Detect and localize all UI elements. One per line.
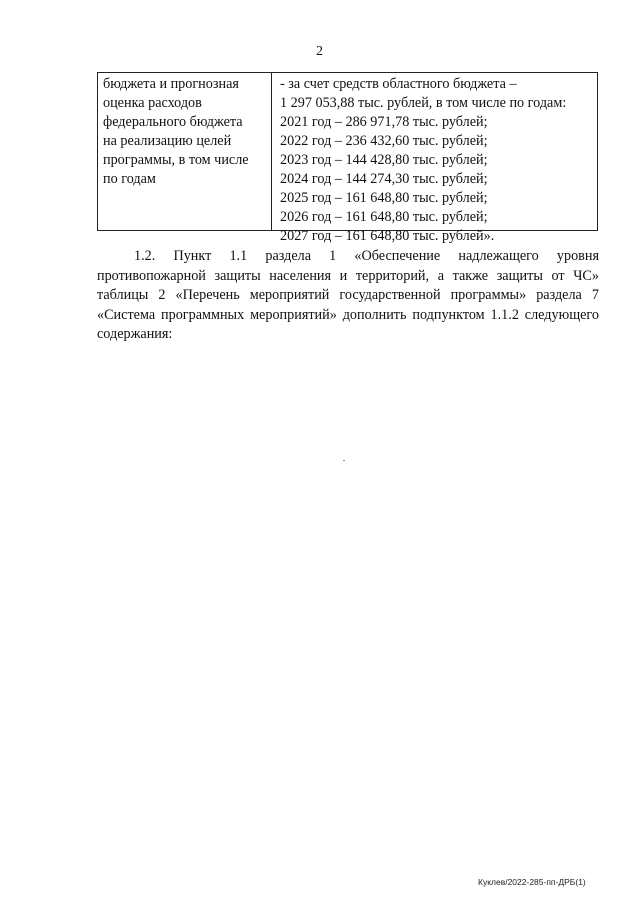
budget-total-amount: 1 297 053,88 тыс. рублей, в том числе по годам: [280,95,567,111]
paragraph-line: таблицы 2 «Перечень мероприятий государственной программы» раздела 7 [97,287,599,303]
amendment-paragraph [97,247,599,345]
page-number: 2 [316,44,323,59]
paragraph-line: содержания: [97,326,173,342]
table-label-line: на реализацию целей [103,133,232,149]
table-label-line: федерального бюджета [103,114,243,130]
budget-year-2023: 2023 год – 144 428,80 тыс. рублей; [280,152,488,168]
budget-year-2026: 2026 год – 161 648,80 тыс. рублей; [280,209,488,225]
table-label-line: по годам [103,171,156,187]
table-label-line: оценка расходов [103,95,202,111]
table-cell-values [272,73,597,244]
table-label-line: программы, в том числе [103,152,249,168]
budget-table [97,72,598,244]
document-code: Куклев/2022-285-пп-ДРБ(1) [478,877,586,887]
paragraph-line: «Система программных мероприятий» дополнить подпунктом 1.1.2 следующего [97,306,599,323]
table-label-line: бюджета и прогнозная [103,76,239,92]
budget-total-heading: - за счет средств областного бюджета – [280,76,517,92]
budget-year-2027: 2027 год – 161 648,80 тыс. рублей». [280,228,495,244]
paragraph-line: 1.2. Пункт 1.1 раздела 1 «Обеспечение надлежащего уровня [134,248,599,264]
budget-year-2022: 2022 год – 236 432,60 тыс. рублей; [280,133,488,149]
budget-year-2021: 2021 год – 286 971,78 тыс. рублей; [280,114,488,130]
paragraph-line: противопожарной защиты населения и территорий, а также защиты от ЧС» [97,267,599,284]
budget-year-2024: 2024 год – 144 274,30 тыс. рублей; [280,171,488,187]
scan-speck [343,460,345,461]
table-cell-label [98,73,272,230]
budget-year-2025: 2025 год – 161 648,80 тыс. рублей; [280,190,488,206]
